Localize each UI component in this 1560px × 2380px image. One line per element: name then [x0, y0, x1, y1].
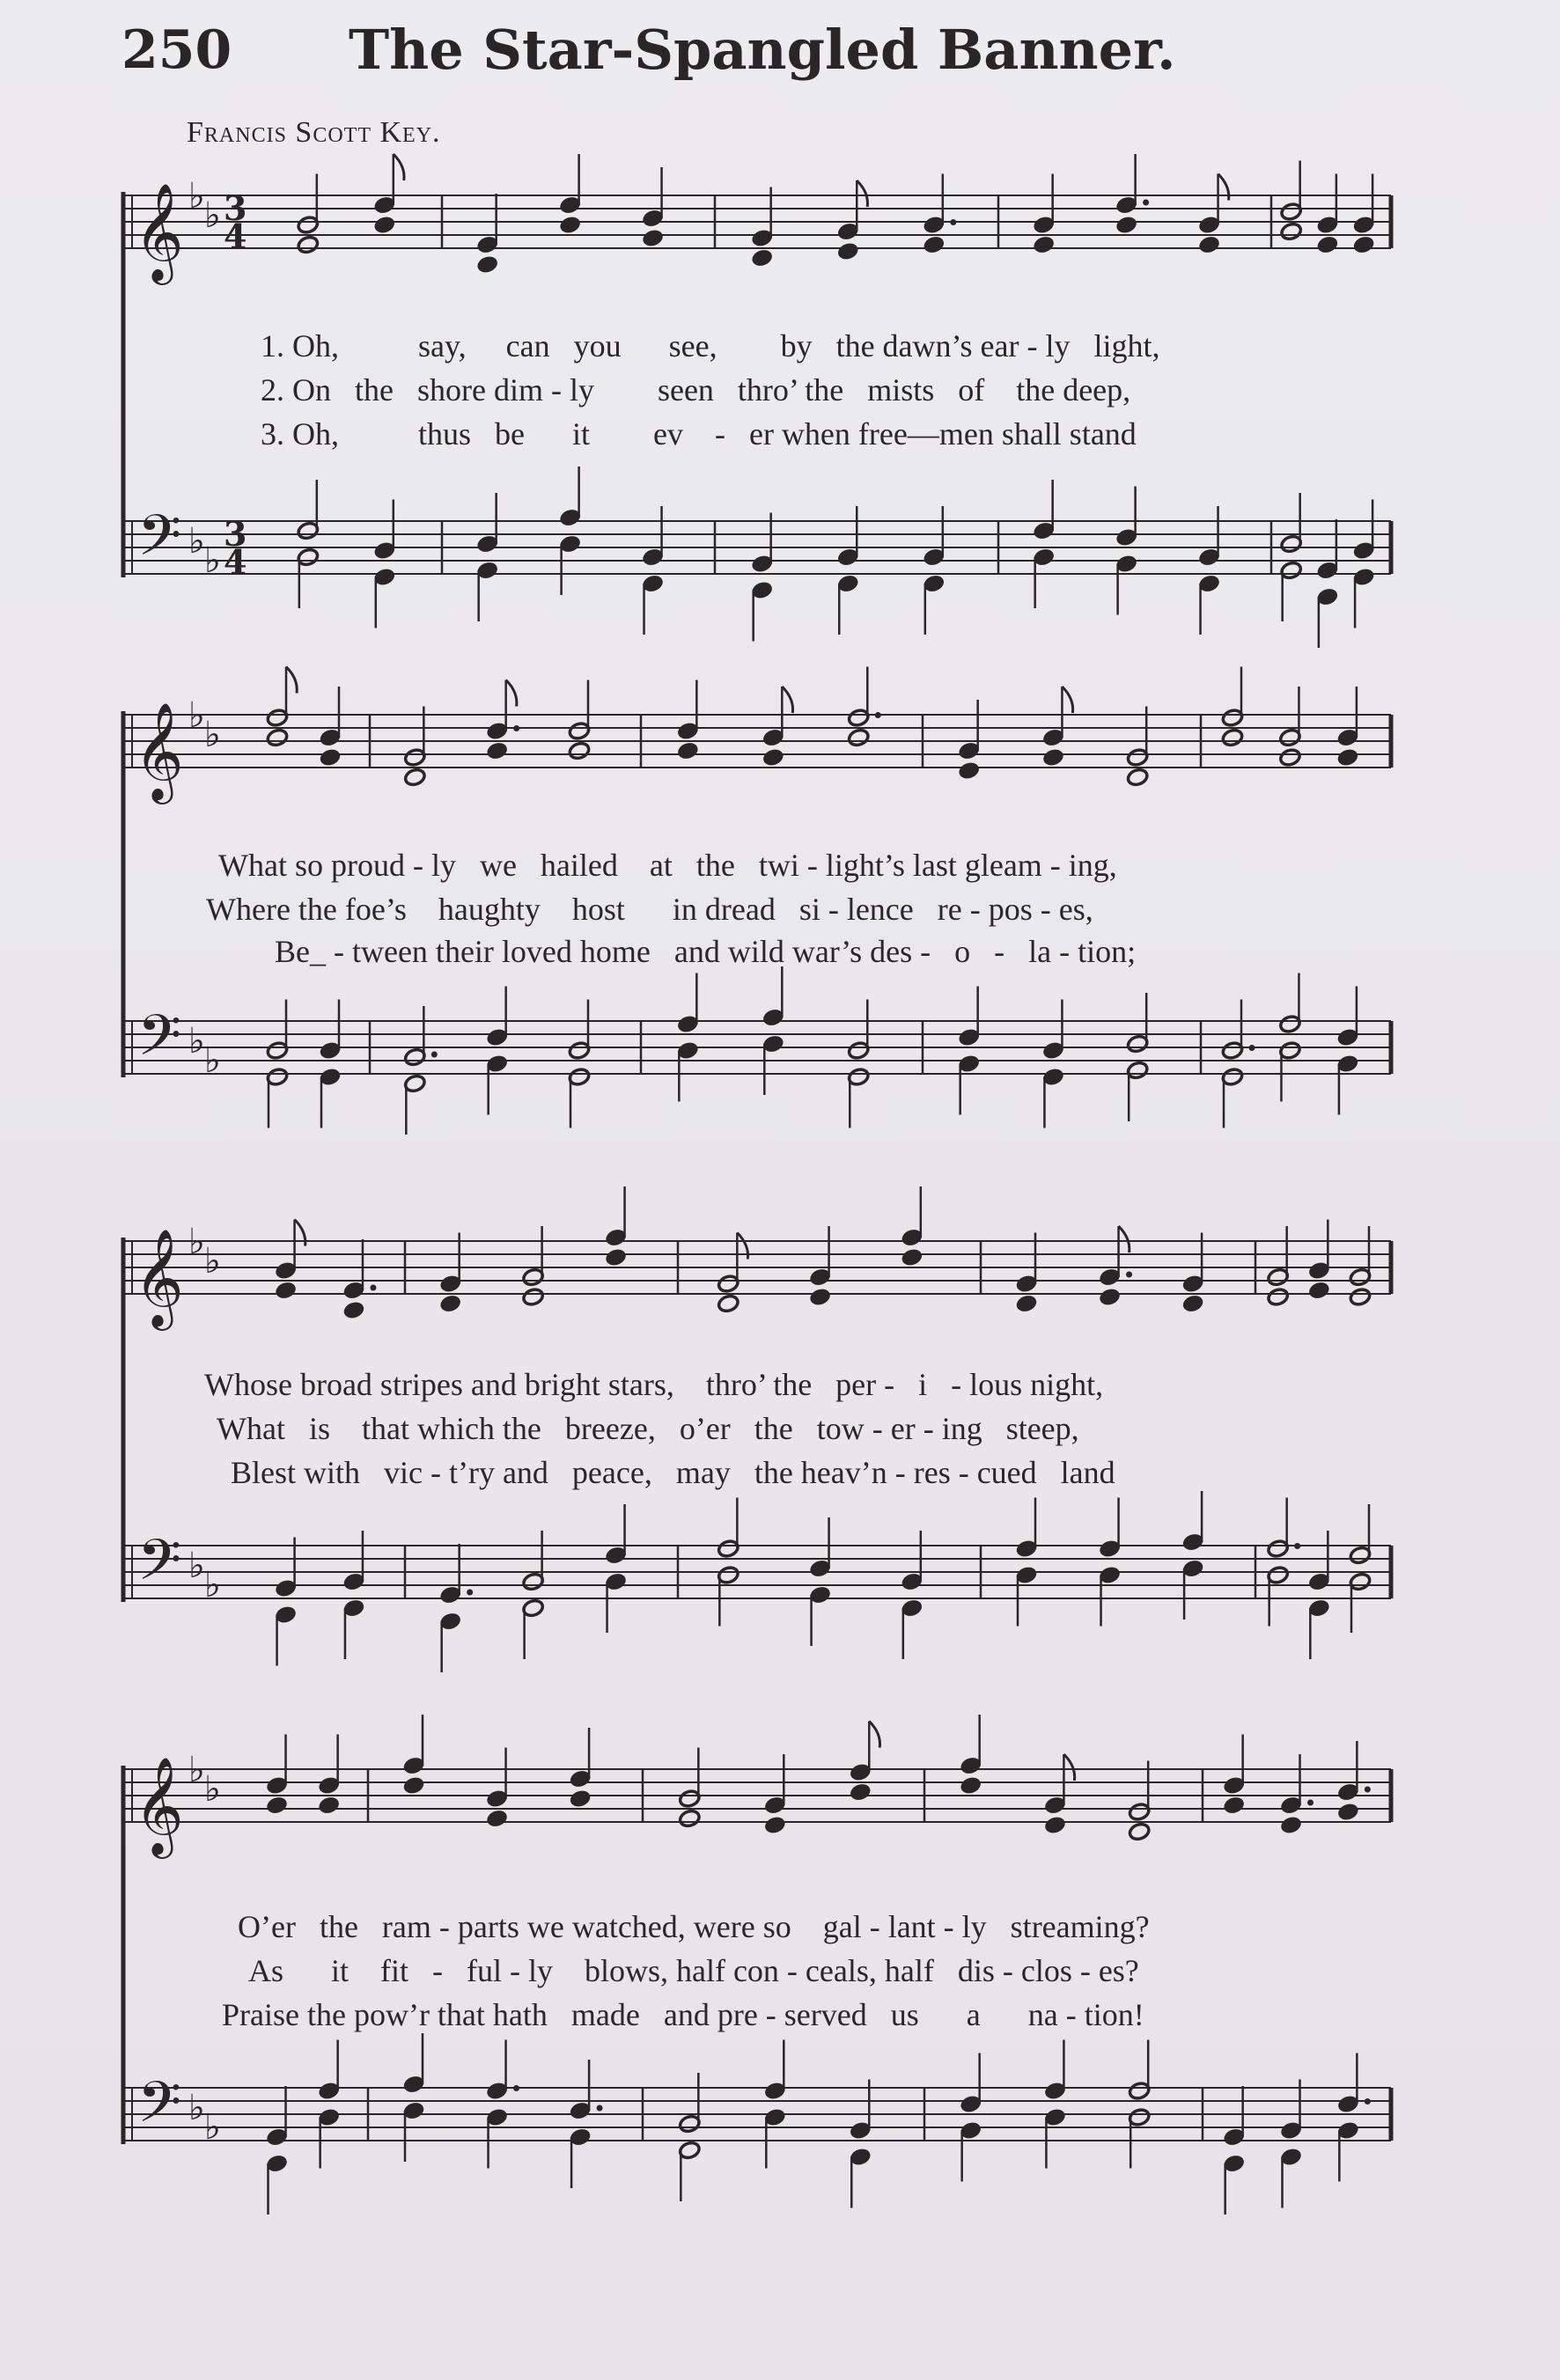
- lyric-line-1-verse-1: 1. Oh, say, can you see, by the dawn’s ear - ly light,: [261, 328, 1160, 364]
- lyric-line-1-verse-3: 3. Oh, thus be it ev - er when free—men shall stand: [261, 416, 1137, 452]
- hymn-title: The Star-Spangled Banner.: [349, 18, 1176, 82]
- notehead: [1223, 1796, 1246, 1816]
- note-dot: [513, 2085, 519, 2091]
- lyric-line-1-verse-2: 2. On the shore dim - ly seen thro’ the mists of the deep,: [261, 372, 1131, 408]
- note-dot: [1365, 2098, 1371, 2105]
- notehead: [763, 1815, 786, 1835]
- flat-sign-icon: ♭: [188, 176, 205, 217]
- treble-clef-icon: 𝄞: [134, 702, 184, 800]
- time-signature-bottom: 4: [224, 542, 247, 582]
- flat-sign-icon: ♭: [204, 715, 221, 755]
- note-flag: [869, 1722, 879, 1748]
- hymn-author: Francis Scott Key.: [187, 116, 441, 149]
- notehead: [402, 1775, 425, 1796]
- flat-sign-icon: ♭: [188, 1222, 205, 1262]
- flat-sign-icon: ♭: [204, 1769, 221, 1810]
- time-signature-top: 3: [224, 514, 247, 554]
- notehead: [960, 1775, 982, 1796]
- note-dot: [597, 2105, 603, 2112]
- flat-sign-icon: ♭: [204, 1040, 221, 1081]
- flat-sign-icon: ♭: [204, 195, 221, 236]
- flat-sign-icon: ♭: [188, 1021, 205, 1061]
- note-flag: [1063, 1754, 1074, 1781]
- flat-sign-icon: ♭: [188, 2088, 205, 2128]
- flat-sign-icon: ♭: [204, 2107, 221, 2148]
- lyric-line-2-verse-1: What so proud - ly we hailed at the twi - light’s last gleam - ing,: [218, 848, 1117, 883]
- bass-clef-icon: 𝄢: [137, 2070, 182, 2149]
- flat-sign-icon: ♭: [188, 1750, 205, 1790]
- flat-sign-icon: ♭: [188, 695, 205, 736]
- notehead: [265, 1796, 288, 1816]
- bass-clef-icon: 𝄢: [137, 1003, 182, 1083]
- notehead: [1336, 1802, 1359, 1822]
- flat-sign-icon: ♭: [204, 540, 221, 581]
- treble-clef-icon: 𝄞: [134, 1228, 184, 1326]
- note-dot: [1365, 1787, 1371, 1793]
- notehead: [678, 1809, 701, 1829]
- note-dot: [1307, 1800, 1313, 1806]
- bass-clef-icon: 𝄢: [137, 503, 182, 583]
- treble-clef-icon: 𝄞: [134, 182, 184, 281]
- notehead: [1279, 1815, 1302, 1835]
- notehead: [485, 1809, 508, 1829]
- flat-sign-icon: ♭: [188, 1546, 205, 1586]
- lyric-line-3-verse-1: Whose broad stripes and bright stars, thro’ the per - i - lous night,: [204, 1367, 1104, 1402]
- lyric-line-3-verse-2: What is that which the breeze, o’er the tow - er - ing steep,: [217, 1411, 1079, 1446]
- lyric-line-3-verse-3: Blest with vic - t’ry and peace, may the heav’n - res - cued land: [231, 1455, 1115, 1490]
- lyric-line-2-verse-2: Where the foe’s haughty host in dread si - lence re - pos - es,: [206, 892, 1093, 927]
- notehead: [1128, 1822, 1151, 1842]
- notehead: [569, 1789, 592, 1809]
- treble-clef-icon: 𝄞: [134, 1756, 184, 1855]
- time-signature-bottom: 4: [224, 217, 247, 256]
- flat-sign-icon: ♭: [204, 1565, 221, 1605]
- notehead: [318, 1796, 341, 1816]
- flat-sign-icon: ♭: [188, 521, 205, 562]
- lyric-line-4-verse-2: As it fit - ful - ly blows, half con - ceals, half dis - clos - es?: [248, 1953, 1139, 1988]
- notehead: [849, 1782, 872, 1803]
- time-signature-top: 3: [224, 188, 247, 228]
- flat-sign-icon: ♭: [204, 1241, 221, 1282]
- notehead: [1043, 1815, 1066, 1835]
- bass-clef-icon: 𝄢: [137, 1528, 182, 1607]
- page-number: 250: [121, 19, 232, 81]
- lyric-line-2-verse-3: Be_ - tween their loved home and wild war’s des - o - la - tion;: [275, 934, 1137, 969]
- lyric-line-4-verse-1: O’er the ram - parts we watched, were so gal - lant - ly streaming?: [238, 1909, 1150, 1944]
- lyric-line-4-verse-3: Praise the pow’r that hath made and pre - served us a na - tion!: [222, 1997, 1144, 2032]
